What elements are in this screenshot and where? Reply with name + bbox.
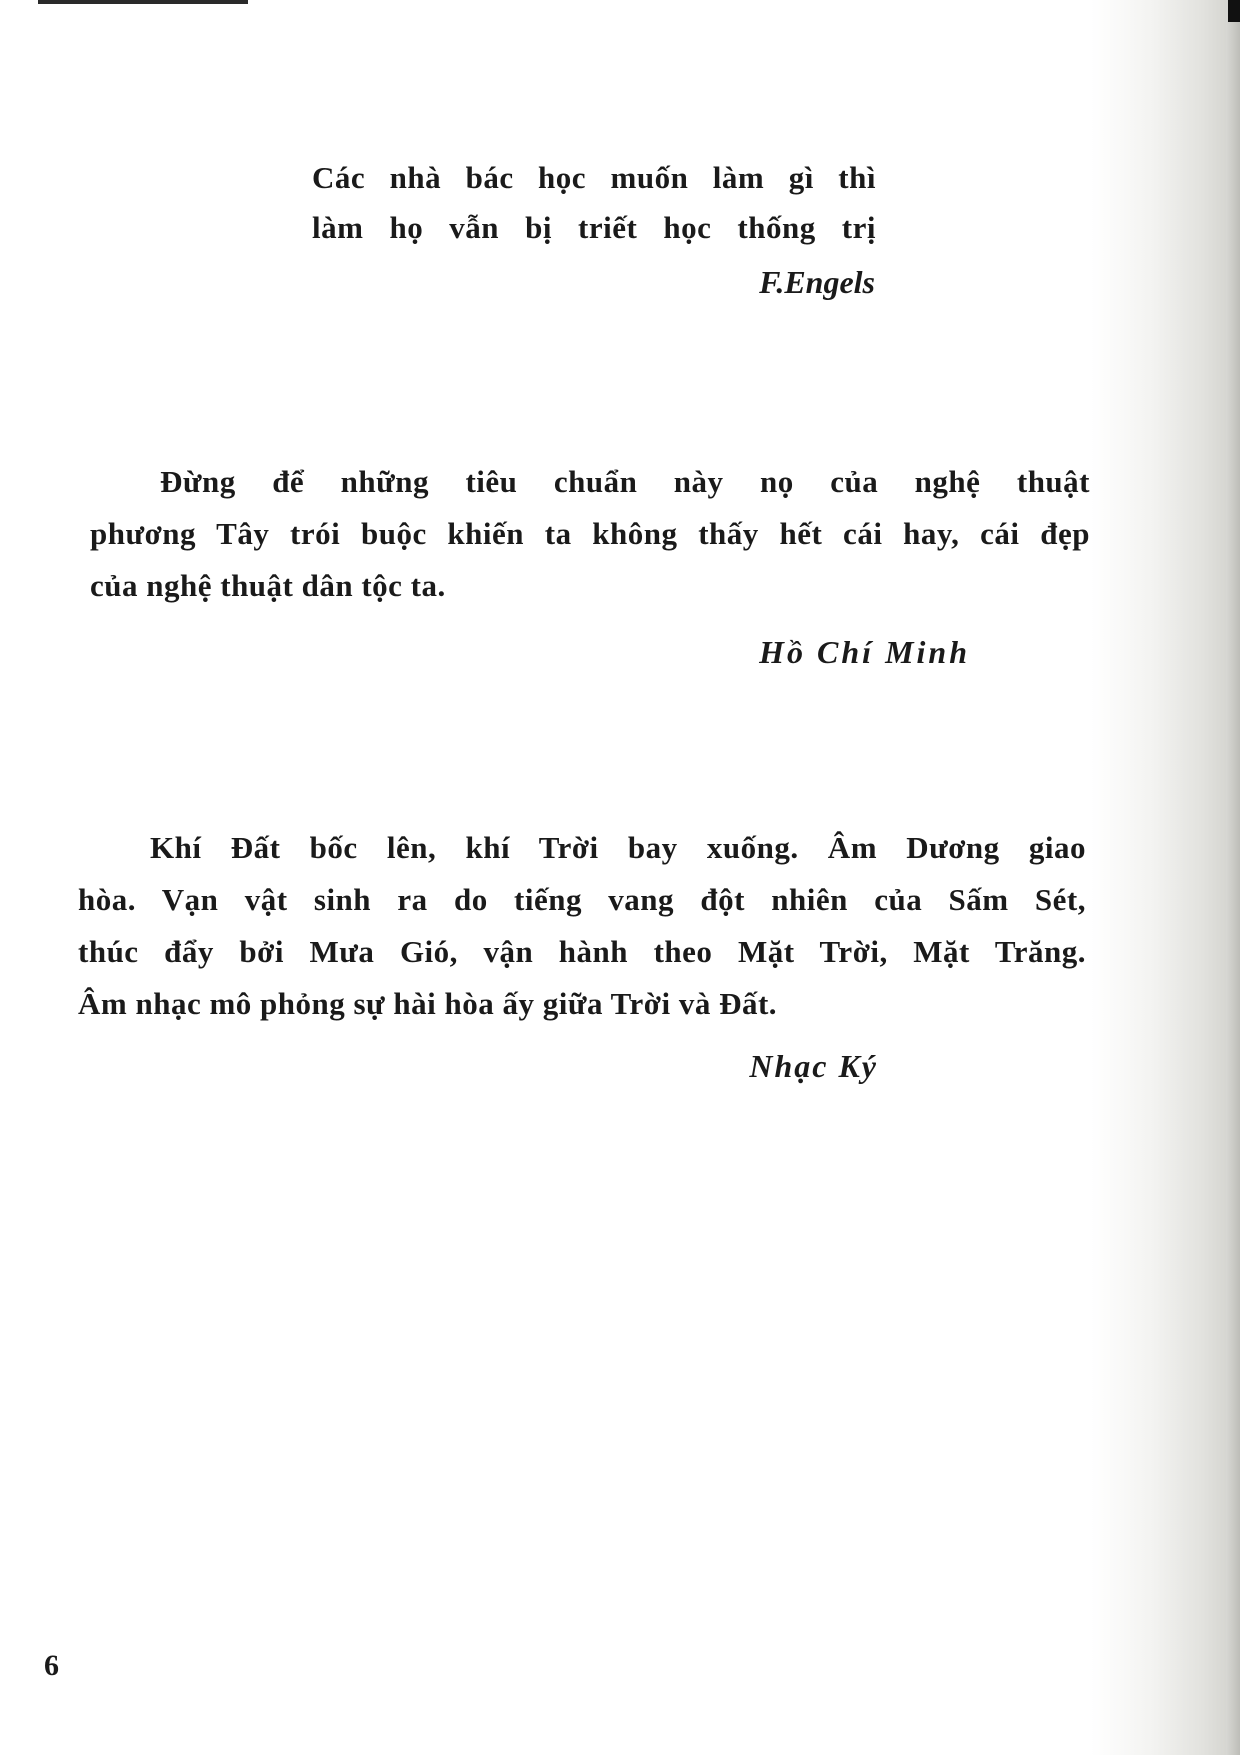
quote-line: Âm nhạc mô phỏng sự hài hòa ấy giữa Trời và Đất. (78, 986, 778, 1021)
quote-line: Khí Đất bốc lên, khí Trời bay xuống. Âm Dương giao (150, 830, 1086, 865)
page-edge-shadow (1226, 0, 1240, 1755)
quote-line: Các nhà bác học muốn làm gì thì (312, 160, 876, 195)
quote-author: Nhạc Ký (749, 1048, 878, 1084)
quote-line: hòa. Vạn vật sinh ra do tiếng vang đột nhiên của Sấm Sét, (78, 882, 1086, 917)
page-number: 6 (44, 1649, 59, 1682)
quote-line: phương Tây trói buộc khiến ta không thấy hết cái hay, cái đẹp (90, 516, 1090, 551)
quote-author: Hồ Chí Minh (759, 634, 970, 670)
quote-line: Đừng để những tiêu chuẩn này nọ của nghệ thuật (160, 464, 1090, 499)
top-rule (38, 0, 248, 4)
quote-line: thúc đẩy bởi Mưa Gió, vận hành theo Mặt Trời, Mặt Trăng. (78, 934, 1086, 969)
quote-line: làm họ vẫn bị triết học thống trị (312, 210, 876, 245)
quote-author: F.Engels (759, 264, 875, 300)
quote-line: của nghệ thuật dân tộc ta. (90, 568, 446, 603)
page-corner-mark (1228, 0, 1240, 22)
